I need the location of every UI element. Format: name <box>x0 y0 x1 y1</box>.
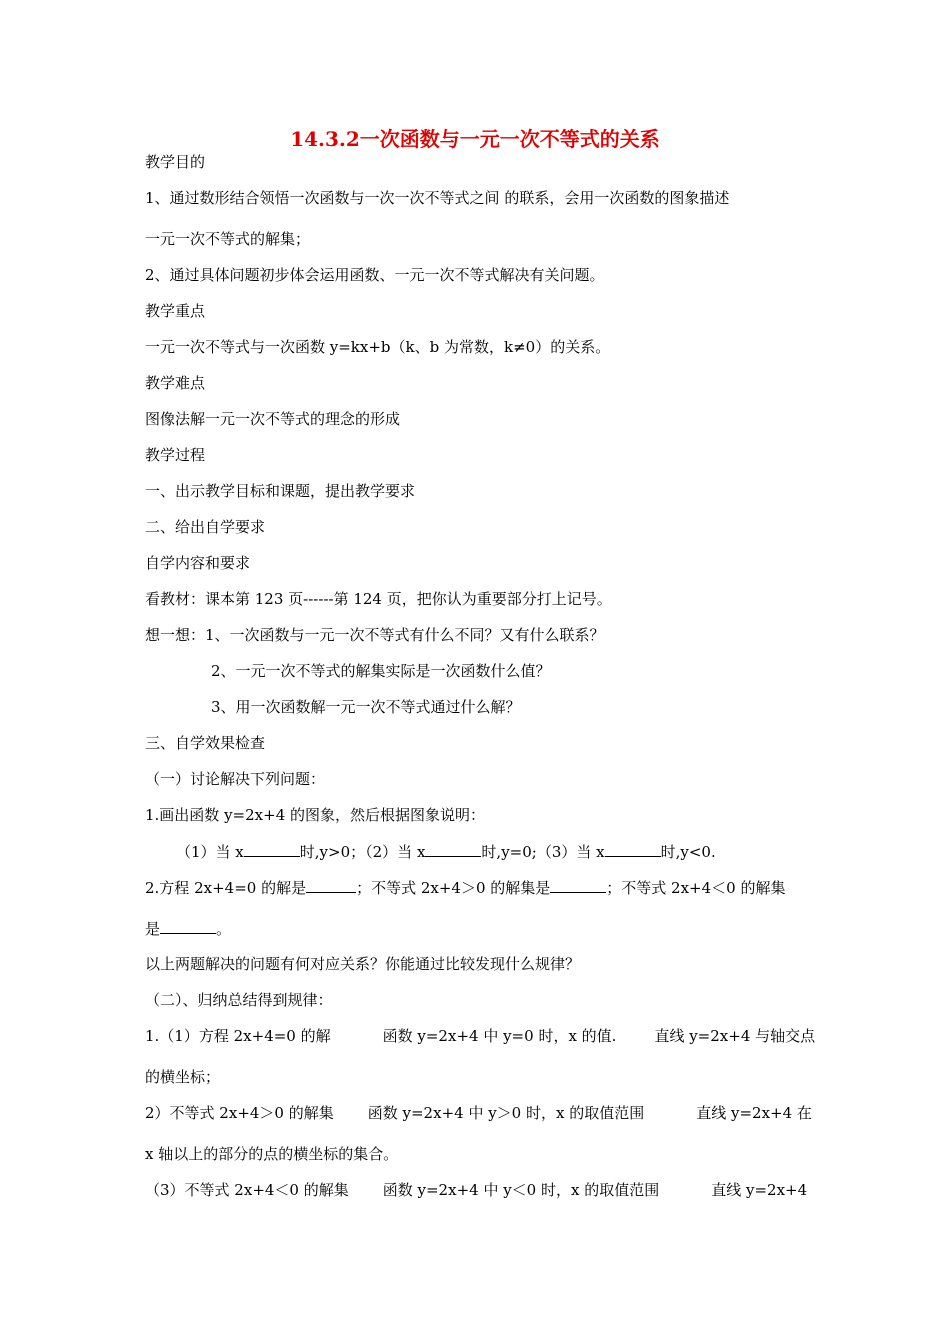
part-2-heading: （二）、归纳总结得到规律： <box>145 991 333 1009</box>
q2-text-1: 2.方程 2x+4=0 的解是 <box>145 879 307 897</box>
step-2: 二、给出自学要求 <box>145 518 266 536</box>
question-1: 1.画出函数 y=2x+4 的图象，然后根据图象说明： <box>145 806 486 824</box>
think-question-1: 想一想：1、一次函数与一元一次不等式有什么不同？又有什么联系？ <box>145 626 605 644</box>
q2-text-5: 。 <box>216 920 232 938</box>
think-question-3: 3、用一次函数解一元一次不等式通过什么解？ <box>211 698 521 716</box>
q2-text-2: ；不等式 2x+4＞0 的解集是 <box>356 879 551 897</box>
page-title: 14.3.2一次函数与一元一次不等式的关系 <box>290 127 660 151</box>
q2-text-3: ；不等式 2x+4＜0 的解集 <box>606 879 786 897</box>
rule-2-inequality: 2）不等式 2x+4＞0 的解集 <box>145 1104 334 1122</box>
q1-text-1: （1）当 x <box>176 843 244 861</box>
q1-text-3: 时,y=0;（3）当 x <box>481 843 605 861</box>
objective-2: 2、通过具体问题初步体会运用函数、一元一次不等式解决有关问题。 <box>145 266 605 284</box>
read-instruction: 看教材：课本第 123 页------第 124 页，把你认为重要部分打上记号。 <box>145 590 612 608</box>
objective-1-line-1: 1、通过数形结合领悟一次函数与一次一次不等式之间 的联系，会用一次函数的图象描述 <box>145 189 730 207</box>
keypoint-text: 一元一次不等式与一次函数 y=kx+b（k、b 为常数，k≠0）的关系。 <box>145 338 611 356</box>
question-2-line-1 <box>145 877 785 898</box>
objectives-heading: 教学目的 <box>145 153 206 171</box>
difficulty-heading: 教学难点 <box>145 374 206 392</box>
keypoint-heading: 教学重点 <box>145 302 206 320</box>
answer-blank[interactable] <box>605 841 661 857</box>
self-study-heading: 自学内容和要求 <box>145 554 251 572</box>
rule-2-line: 直线 y=2x+4 在 <box>696 1104 812 1122</box>
answer-blank[interactable] <box>550 877 606 893</box>
rule-3-line: 直线 y=2x+4 <box>711 1181 808 1199</box>
rule-2-line-1 <box>145 1103 812 1123</box>
rule-1-function: 函数 y=2x+4 中 y=0 时，x 的值. <box>382 1027 617 1045</box>
process-heading: 教学过程 <box>145 446 206 464</box>
answer-blank[interactable] <box>306 877 356 893</box>
rule-2-function: 函数 y=2x+4 中 y＞0 时，x 的取值范围 <box>367 1104 645 1122</box>
difficulty-text: 图像法解一元一次不等式的理念的形成 <box>145 410 401 428</box>
answer-blank[interactable] <box>425 841 481 857</box>
rule-3-line-1 <box>145 1180 807 1200</box>
answer-blank[interactable] <box>244 841 300 857</box>
rule-3-function: 函数 y=2x+4 中 y＜0 时，x 的取值范围 <box>382 1181 660 1199</box>
q2-text-4: 是 <box>145 920 161 938</box>
rule-1-line: 直线 y=2x+4 与轴交点 <box>654 1027 816 1045</box>
rule-1-line-2: 的横坐标； <box>145 1068 221 1086</box>
question-1-answers <box>176 841 716 862</box>
rule-2-line-2: x 轴以上的部分的点的横坐标的集合。 <box>145 1145 399 1163</box>
relation-question: 以上两题解决的问题有何对应关系？你能通过比较发现什么规律？ <box>145 955 581 973</box>
rule-1-equation: 1.（1）方程 2x+4=0 的解 <box>145 1027 331 1045</box>
think-question-2: 2、一元一次不等式的解集实际是一次函数什么值？ <box>211 662 551 680</box>
step-1: 一、出示教学目标和课题，提出教学要求 <box>145 482 416 500</box>
step-3: 三、自学效果检查 <box>145 734 266 752</box>
rule-1-line-1 <box>145 1026 815 1046</box>
q1-text-4: 时,y<0. <box>660 843 716 861</box>
question-2-line-2 <box>145 918 231 939</box>
part-1-heading: （一）讨论解决下列问题： <box>145 770 326 788</box>
answer-blank[interactable] <box>160 918 216 934</box>
q1-text-2: 时,y>0；（2）当 x <box>299 843 426 861</box>
rule-3-inequality: （3）不等式 2x+4＜0 的解集 <box>145 1181 349 1199</box>
objective-1-line-2: 一元一次不等式的解集； <box>145 230 311 248</box>
